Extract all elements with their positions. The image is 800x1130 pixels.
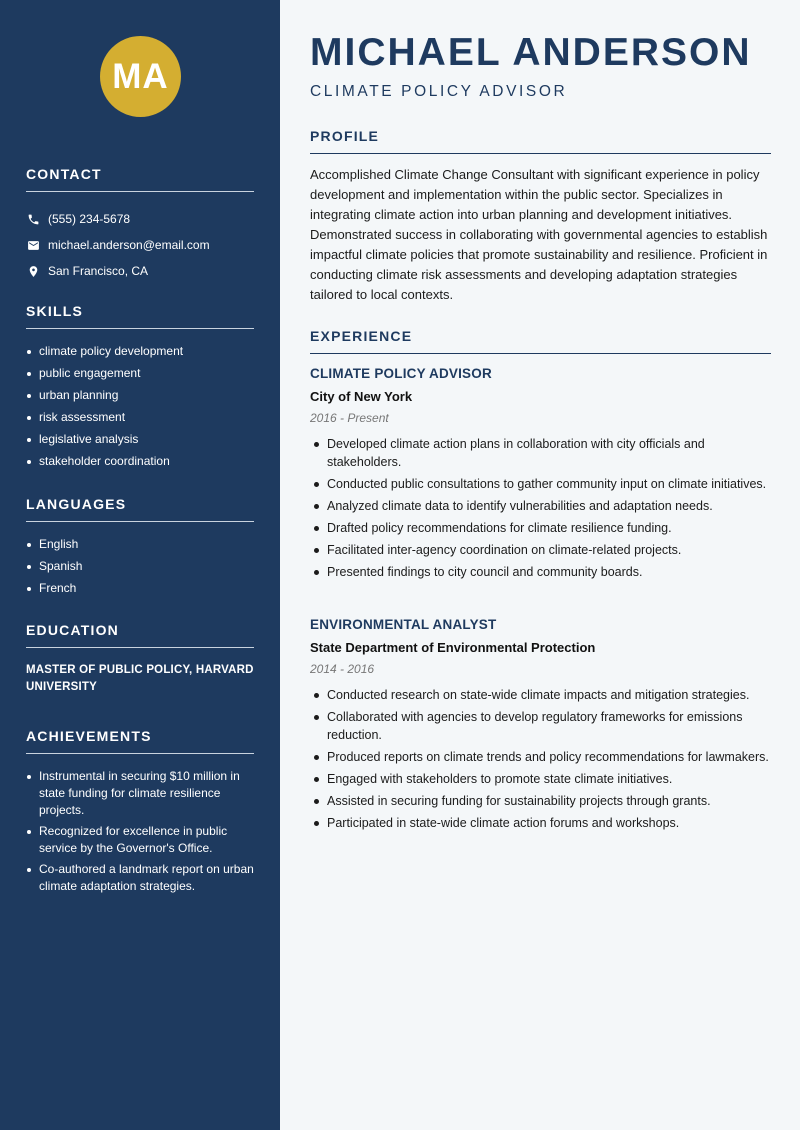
location-text: San Francisco, CA: [48, 264, 149, 278]
language-item: Spanish: [26, 558, 254, 575]
experience-section: [310, 328, 771, 365]
email-text: michael.anderson@email.com: [48, 238, 210, 252]
achievement-item: Instrumental in securing $10 million in state funding for climate resilience projects.: [26, 768, 254, 819]
sidebar: [0, 0, 280, 1130]
job-bullet: Analyzed climate data to identify vulnerabilities and adaptation needs.: [310, 497, 771, 515]
languages-list: [26, 536, 254, 597]
job-bullets: [310, 435, 771, 581]
skill-item: stakeholder coordination: [26, 453, 254, 470]
language-item: French: [26, 580, 254, 597]
skill-item: climate policy development: [26, 343, 254, 360]
job-entry: [310, 617, 771, 836]
job-bullet: Drafted policy recommendations for climate resilience funding.: [310, 519, 771, 537]
job-bullet: Produced reports on climate trends and policy recommendations for lawmakers.: [310, 748, 771, 766]
job-bullet: Participated in state-wide climate action forums and workshops.: [310, 814, 771, 832]
skills-list: [26, 343, 254, 470]
job-dates: 2014 - 2016: [310, 662, 375, 676]
job-bullet: Facilitated inter-agency coordination on climate-related projects.: [310, 541, 771, 559]
job-title: CLIMATE POLICY ADVISOR: [310, 366, 492, 381]
candidate-name: MICHAEL ANDERSON: [310, 31, 752, 74]
contact-heading: CONTACT: [26, 166, 254, 192]
skill-item: urban planning: [26, 387, 254, 404]
language-item: English: [26, 536, 254, 553]
achievement-item: Recognized for excellence in public service by the Governor's Office.: [26, 823, 254, 857]
experience-heading: EXPERIENCE: [310, 328, 771, 354]
job-title: ENVIRONMENTAL ANALYST: [310, 617, 497, 632]
achievements-list: [26, 768, 254, 895]
skills-section: [26, 303, 254, 475]
languages-heading: LANGUAGES: [26, 496, 254, 522]
achievement-item: Co-authored a landmark report on urban climate adaptation strategies.: [26, 861, 254, 895]
job-organization: State Department of Environmental Protection: [310, 640, 596, 655]
avatar: [100, 36, 181, 117]
profile-heading: PROFILE: [310, 128, 771, 154]
contact-phone[interactable]: [26, 206, 254, 232]
job-dates: 2016 - Present: [310, 411, 389, 425]
skill-item: risk assessment: [26, 409, 254, 426]
education-section: [26, 622, 254, 696]
contact-location: [26, 258, 254, 284]
contact-section: [26, 166, 254, 284]
phone-icon: [26, 212, 40, 226]
achievements-heading: ACHIEVEMENTS: [26, 728, 254, 754]
job-bullet: Collaborated with agencies to develop regulatory frameworks for emissions reduction.: [310, 708, 771, 744]
education-degree: MASTER OF PUBLIC POLICY, HARVARD UNIVERSITY: [26, 664, 254, 693]
skill-item: public engagement: [26, 365, 254, 382]
job-bullet: Conducted research on state-wide climate impacts and mitigation strategies.: [310, 686, 771, 704]
profile-section: [310, 128, 771, 305]
education-heading: EDUCATION: [26, 622, 254, 648]
job-organization: City of New York: [310, 389, 413, 404]
candidate-role: CLIMATE POLICY ADVISOR: [310, 83, 568, 100]
job-bullet: Developed climate action plans in collaboration with city officials and stakeholders.: [310, 435, 771, 471]
job-bullets: [310, 686, 771, 832]
job-bullet: Engaged with stakeholders to promote state climate initiatives.: [310, 770, 771, 788]
job-entry: [310, 366, 771, 585]
achievements-section: [26, 728, 254, 900]
languages-section: [26, 496, 254, 602]
profile-text: Accomplished Climate Change Consultant with significant experience in policy development and implementation within the public sector. Specializes in integrating climate action into urban planning and development initiatives. Demonstrated success in collaborating with governmental agencies to establish impactful climate policies that promote sustainability and resilience. Proficient in conducting climate risk assessments and developing adaptation strategies tailored to local contexts.: [310, 167, 768, 302]
avatar-initials: MA: [112, 56, 169, 96]
email-icon: [26, 238, 40, 252]
phone-text: (555) 234-5678: [48, 212, 131, 226]
location-pin-icon: [26, 264, 40, 278]
skill-item: legislative analysis: [26, 431, 254, 448]
skills-heading: SKILLS: [26, 303, 254, 329]
job-bullet: Assisted in securing funding for sustainability projects through grants.: [310, 792, 771, 810]
job-bullet: Presented findings to city council and community boards.: [310, 563, 771, 581]
contact-email[interactable]: [26, 232, 254, 258]
job-bullet: Conducted public consultations to gather community input on climate initiatives.: [310, 475, 771, 493]
